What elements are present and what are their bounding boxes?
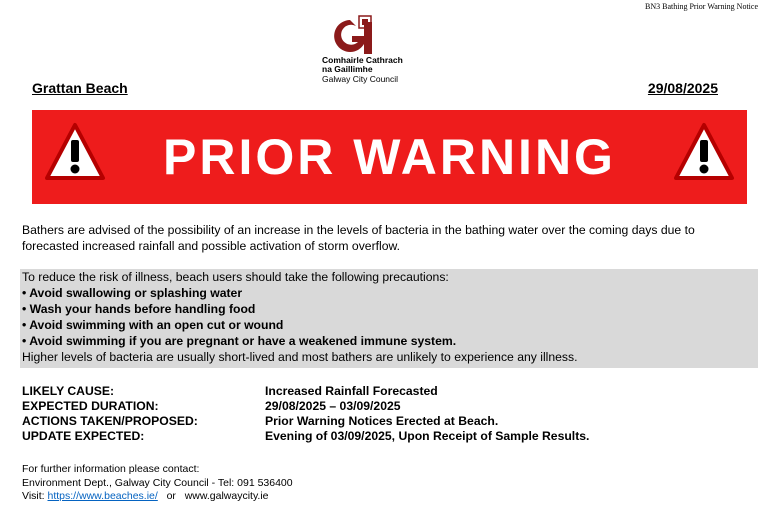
logo-line-irish-1: Comhairle Cathrach [322,55,403,65]
fact-row [22,384,589,399]
intro-paragraph: Bathers are advised of the possibility of an increase in the levels of bacteria in the bathing water over the coming days due to forecasted increased rainfall and possible activation of storm overflow. [22,223,695,253]
council-website: www.galwaycity.ie [184,490,269,502]
warning-triangle-icon [44,122,106,182]
precaution-text: Wash your hands before handling food [29,302,256,316]
precaution-text: Avoid swimming if you are pregnant or have a weakened immune system. [29,334,457,348]
fact-label: ACTIONS TAKEN/PROPOSED: [22,414,198,428]
precaution-item: • Wash your hands before handling food [22,302,256,316]
fact-row [22,399,589,414]
precaution-text: Avoid swallowing or splashing water [29,286,243,300]
fact-value: Prior Warning Notices Erected at Beach. [265,414,499,428]
fact-label: UPDATE EXPECTED: [22,429,145,443]
fact-value: Increased Rainfall Forecasted [265,384,438,398]
council-logo [322,14,422,84]
beaches-link[interactable]: https://www.beaches.ie/ [47,490,158,502]
precaution-text: Avoid swimming with an open cut or wound [29,318,284,332]
contact-intro: For further information please contact: [22,463,200,475]
contact-department: Environment Dept., Galway City Council - Tel: 091 536400 [22,476,293,489]
notice-date: 29/08/2025 [647,80,718,96]
fact-row [22,429,589,444]
precautions-box [20,269,758,368]
warning-triangle-icon [673,122,735,182]
prior-warning-banner [32,110,747,204]
fact-label: EXPECTED DURATION: [22,399,159,413]
precaution-item: • Avoid swallowing or splashing water [22,286,243,300]
contact-info [22,463,293,504]
or-text: or [166,490,176,502]
precaution-item: • Avoid swimming with an open cut or wound [22,318,284,332]
visit-label: Visit: [22,490,45,502]
fact-label: LIKELY CAUSE: [22,384,115,398]
precaution-item: • Avoid swimming if you are pregnant or have a weakened immune system. [22,334,457,348]
fact-value: 29/08/2025 – 03/09/2025 [265,399,401,413]
document-reference: BN3 Bathing Prior Warning Notice [645,2,758,11]
banner-title: PRIOR WARNING [163,129,616,185]
logo-line-english: Galway City Council [322,74,399,84]
notice-facts [22,384,589,444]
fact-row [22,414,589,429]
galway-city-council-crest-icon [328,14,376,56]
beach-name: Grattan Beach [32,80,128,96]
precautions-lead: To reduce the risk of illness, beach users should take the following precautions: [22,270,449,284]
precautions-footer: Higher levels of bacteria are usually short-lived and most bathers are unlikely to experience any illness. [22,350,578,364]
fact-value: Evening of 03/09/2025, Upon Receipt of Sample Results. [265,429,590,443]
logo-line-irish-2: na Gaillimhe [322,64,373,74]
contact-visit-line [22,490,293,504]
